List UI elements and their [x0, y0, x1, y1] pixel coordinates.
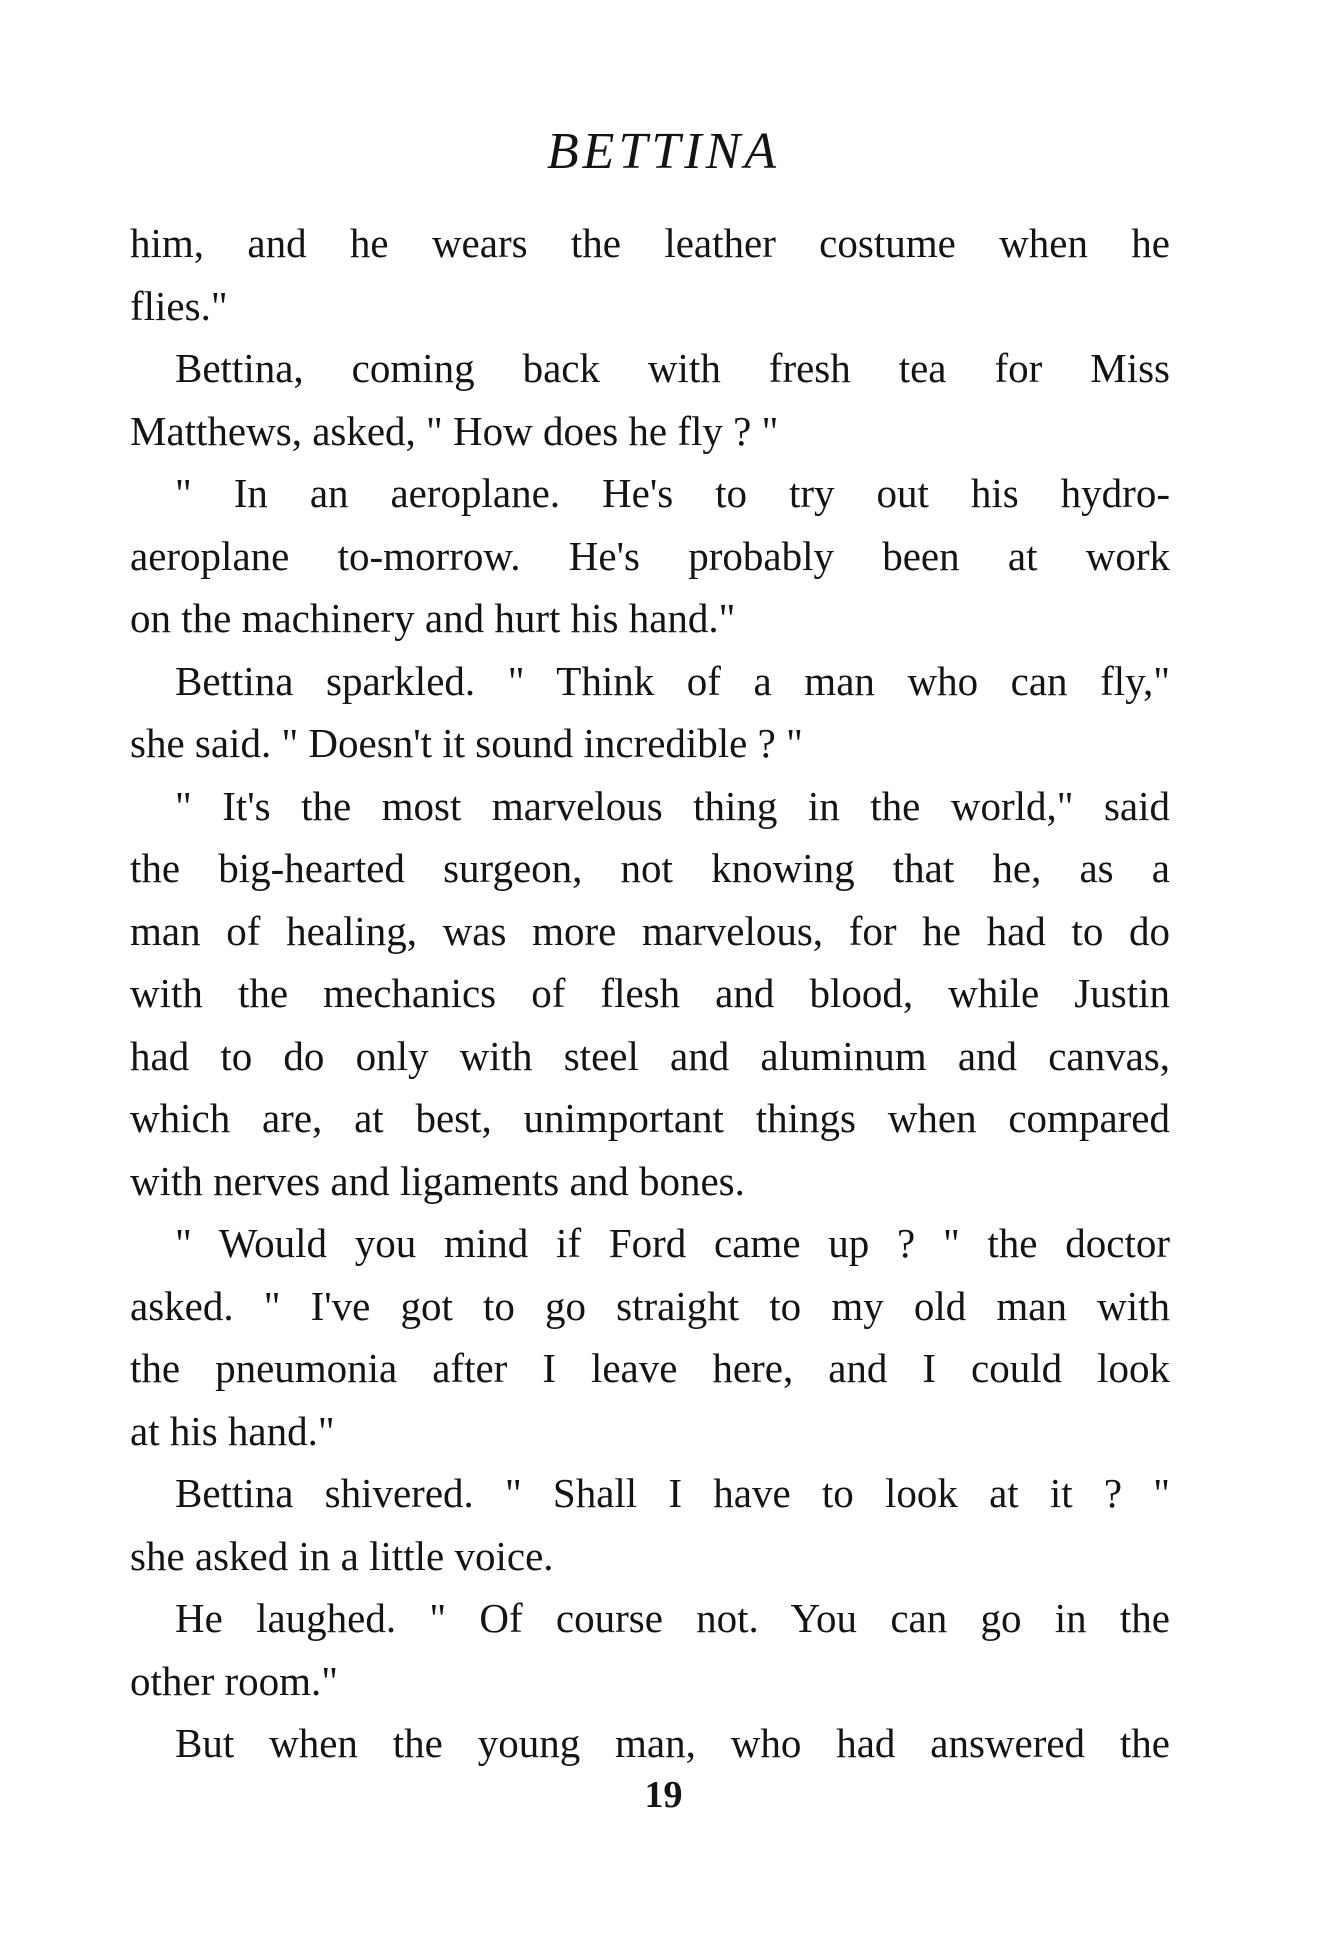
text-line: man of healing, was more marvelous, for he had to do	[130, 907, 1170, 954]
text-line: at his hand."	[130, 1407, 335, 1454]
text-line: Bettina shivered. " Shall I have to look at it ? "	[175, 1470, 1170, 1516]
text-line: He laughed. " Of course not. You can go in the	[175, 1595, 1170, 1641]
text-line: asked. " I've got to go straight to my old man with	[130, 1282, 1170, 1329]
text-line: she said. " Doesn't it sound incredible ? "	[130, 720, 803, 766]
page-number: 19	[644, 1774, 683, 1816]
text-line: the big-hearted surgeon, not knowing that he, as a	[130, 845, 1170, 891]
text-line: aeroplane to-morrow. He's probably been at work	[130, 532, 1170, 579]
text-line: Bettina sparkled. " Think of a man who can fly,"	[175, 657, 1170, 704]
text-line: " Would you mind if Ford came up ? " the doctor	[175, 1220, 1170, 1266]
text-line: on the machinery and hurt his hand."	[130, 595, 736, 641]
text-line: which are, at best, unimportant things when compared	[130, 1095, 1170, 1141]
text-line: flies."	[130, 282, 228, 329]
text-line: with the mechanics of flesh and blood, while Justin	[130, 970, 1170, 1016]
text-line: other room."	[130, 1657, 339, 1704]
text-line: Matthews, asked, " How does he fly ? "	[130, 407, 779, 454]
text-line: the pneumonia after I leave here, and I could look	[130, 1345, 1170, 1391]
running-head: BETTINA	[546, 123, 781, 180]
text-line: with nerves and ligaments and bones.	[130, 1157, 745, 1204]
text-line: Bettina, coming back with fresh tea for Miss	[175, 345, 1170, 391]
text-line: she asked in a little voice.	[130, 1532, 554, 1579]
text-line: But when the young man, who had answered the	[175, 1720, 1170, 1766]
text-line: had to do only with steel and aluminum and canvas,	[130, 1032, 1170, 1079]
text-line: him, and he wears the leather costume when he	[130, 220, 1170, 266]
text-line: " In an aeroplane. He's to try out his hydro-	[175, 470, 1170, 516]
text-line: " It's the most marvelous thing in the world," said	[175, 782, 1170, 829]
body-text	[130, 212, 1170, 1775]
